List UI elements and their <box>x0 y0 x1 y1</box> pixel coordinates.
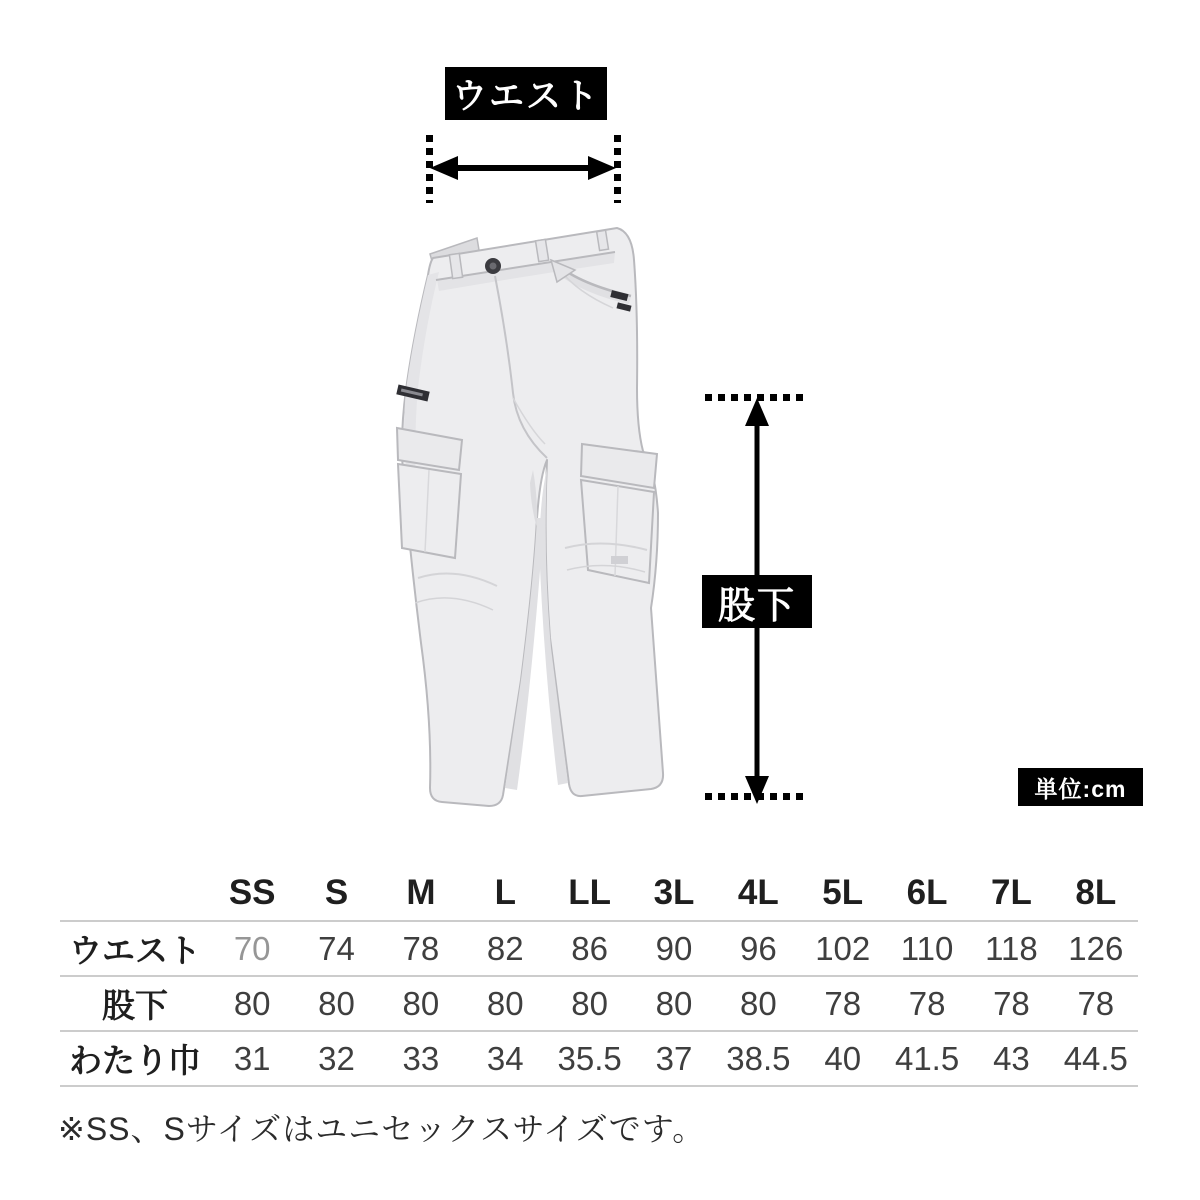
size-value-cell: 118 <box>985 929 1038 967</box>
size-column-header: 4L <box>737 873 779 912</box>
size-value-cell: 40 <box>824 1039 862 1077</box>
inseam-label: 股下 <box>702 575 812 628</box>
size-value-cell: 33 <box>402 1039 440 1077</box>
size-value-cell: 38.5 <box>726 1039 791 1077</box>
size-table-header-row <box>60 866 1138 922</box>
waist-arrow-icon <box>428 153 618 183</box>
size-value-cell: 80 <box>233 984 271 1022</box>
size-value-cell: 78 <box>824 984 862 1022</box>
size-value-cell: 126 <box>1068 929 1124 967</box>
size-value-cell: 32 <box>318 1039 355 1077</box>
size-value-cell: 74 <box>318 929 355 967</box>
size-value-cell: 80 <box>318 984 355 1022</box>
size-column-header: S <box>324 873 349 912</box>
size-column-header: 6L <box>906 873 948 912</box>
size-table <box>60 866 1138 1087</box>
pants-image <box>385 218 677 818</box>
measure-row-label: 股下 <box>102 987 168 1024</box>
table-row-waist <box>60 922 1138 977</box>
unit-badge: 単位:cm <box>1018 768 1143 806</box>
unisex-size-note: ※SS、Sサイズはユニセックスサイズです。 <box>58 1111 706 1147</box>
size-column-header: 5L <box>822 873 864 912</box>
size-column-header: 8L <box>1075 873 1117 912</box>
size-value-cell: 80 <box>655 984 693 1022</box>
size-value-cell: 31 <box>233 1039 271 1077</box>
size-value-cell: 34 <box>486 1039 524 1077</box>
size-value-cell: 37 <box>655 1039 693 1077</box>
measure-row-label: ウエスト <box>69 932 201 969</box>
size-column-header: LL <box>568 873 612 912</box>
size-value-cell: 78 <box>993 984 1030 1022</box>
size-value-cell: 110 <box>900 929 954 967</box>
size-value-cell: 80 <box>571 984 608 1022</box>
size-column-header: L <box>494 873 516 912</box>
size-value-cell: 80 <box>486 984 524 1022</box>
size-value-cell: 35.5 <box>557 1039 622 1077</box>
waist-label: ウエスト <box>445 67 607 120</box>
table-row-thigh-width <box>60 1032 1138 1087</box>
size-value-cell: 90 <box>655 929 693 967</box>
table-row-inseam <box>60 977 1138 1032</box>
size-column-header: M <box>406 873 436 912</box>
size-column-header: 7L <box>991 873 1032 912</box>
size-value-cell: 96 <box>739 929 777 967</box>
size-value-cell: 86 <box>571 929 608 967</box>
size-column-header: 3L <box>653 873 695 912</box>
size-value-cell: 78 <box>1077 984 1115 1022</box>
measure-row-label: わたり巾 <box>69 1042 201 1079</box>
size-column-header: SS <box>228 873 276 912</box>
size-value-cell: 80 <box>402 984 440 1022</box>
size-value-cell: 41.5 <box>894 1039 960 1077</box>
size-value-cell: 70 <box>233 929 271 967</box>
size-value-cell: 78 <box>402 929 440 967</box>
size-value-cell: 44.5 <box>1063 1039 1128 1077</box>
size-value-cell: 78 <box>908 984 946 1022</box>
size-value-cell: 82 <box>486 929 524 967</box>
size-value-cell: 102 <box>815 929 871 967</box>
size-value-cell: 80 <box>739 984 777 1022</box>
size-value-cell: 43 <box>993 1039 1030 1077</box>
